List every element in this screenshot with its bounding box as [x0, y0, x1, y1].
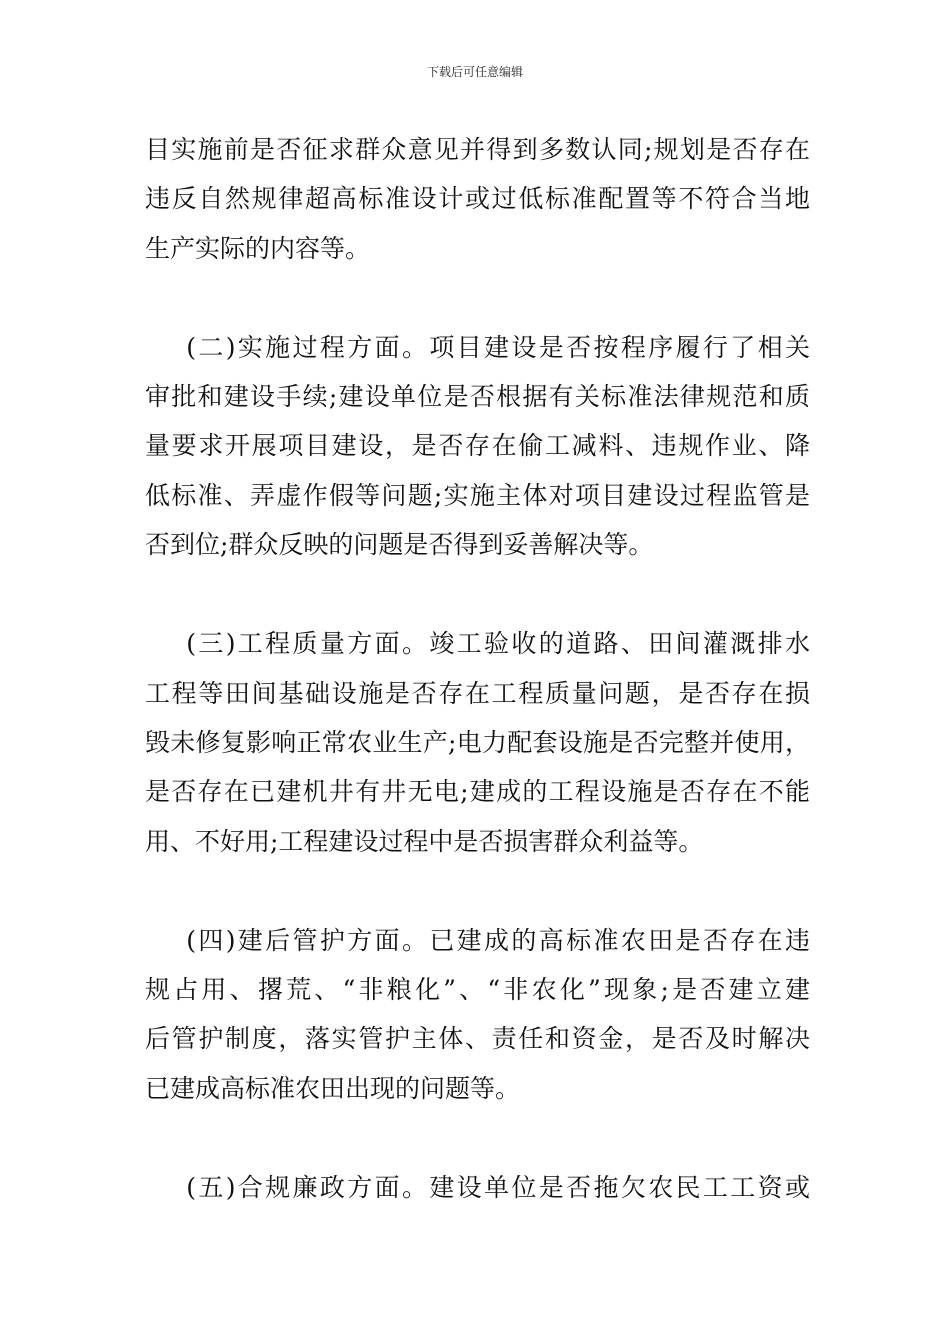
paragraph-planning-continued — [145, 125, 810, 273]
paragraph-engineering-quality — [145, 619, 810, 865]
text-line: 违反自然规律超高标准设计或过低标准配置等不符合当地 — [145, 184, 810, 214]
document-body — [145, 125, 810, 1212]
text-line: (四)建后管护方面。已建成的高标准农田是否存在违 — [145, 925, 810, 955]
paragraph-gap — [145, 1113, 810, 1163]
text-line: 规占用、撂荒、“非粮化”、“非农化”现象;是否建立建 — [145, 975, 810, 1005]
text-line: 生产实际的内容等。 — [145, 233, 371, 263]
text-line: 低标准、弄虚作假等问题;实施主体对项目建设过程监管是 — [145, 480, 810, 510]
text-line: 审批和建设手续;建设单位是否根据有关标准法律规范和质 — [145, 382, 810, 412]
text-line: 量要求开展项目建设，是否存在偷工减料、违规作业、降 — [145, 431, 810, 461]
text-line: 工程等田间基础设施是否存在工程质量问题，是否存在损 — [145, 678, 810, 708]
paragraph-implementation-process — [145, 323, 810, 569]
paragraph-post-construction-maintenance — [145, 916, 810, 1113]
paragraph-gap — [145, 273, 810, 323]
page-header: 下载后可任意编辑 — [426, 65, 523, 79]
text-line: 已建成高标准农田出现的问题等。 — [145, 1073, 521, 1103]
text-line: 后管护制度，落实管护主体、责任和资金，是否及时解决 — [145, 1024, 810, 1054]
paragraph-gap — [145, 866, 810, 916]
paragraph-compliance-integrity — [145, 1163, 810, 1212]
text-line: (三)工程质量方面。竣工验收的道路、田间灌溉排水 — [145, 629, 810, 659]
text-line: (五)合规廉政方面。建设单位是否拖欠农民工工资或 — [145, 1173, 810, 1203]
text-line: 否到位;群众反映的问题是否得到妥善解决等。 — [145, 530, 654, 560]
text-line: (二)实施过程方面。项目建设是否按程序履行了相关 — [145, 332, 810, 362]
text-line: 是否存在已建机井有井无电;建成的工程设施是否存在不能 — [145, 777, 810, 807]
text-line: 用、不好用;工程建设过程中是否损害群众利益等。 — [145, 826, 704, 856]
text-line: 目实施前是否征求群众意见并得到多数认同;规划是否存在 — [145, 135, 810, 164]
paragraph-gap — [145, 569, 810, 619]
text-line: 毁未修复影响正常农业生产;电力配套设施是否完整并使用， — [145, 727, 810, 757]
